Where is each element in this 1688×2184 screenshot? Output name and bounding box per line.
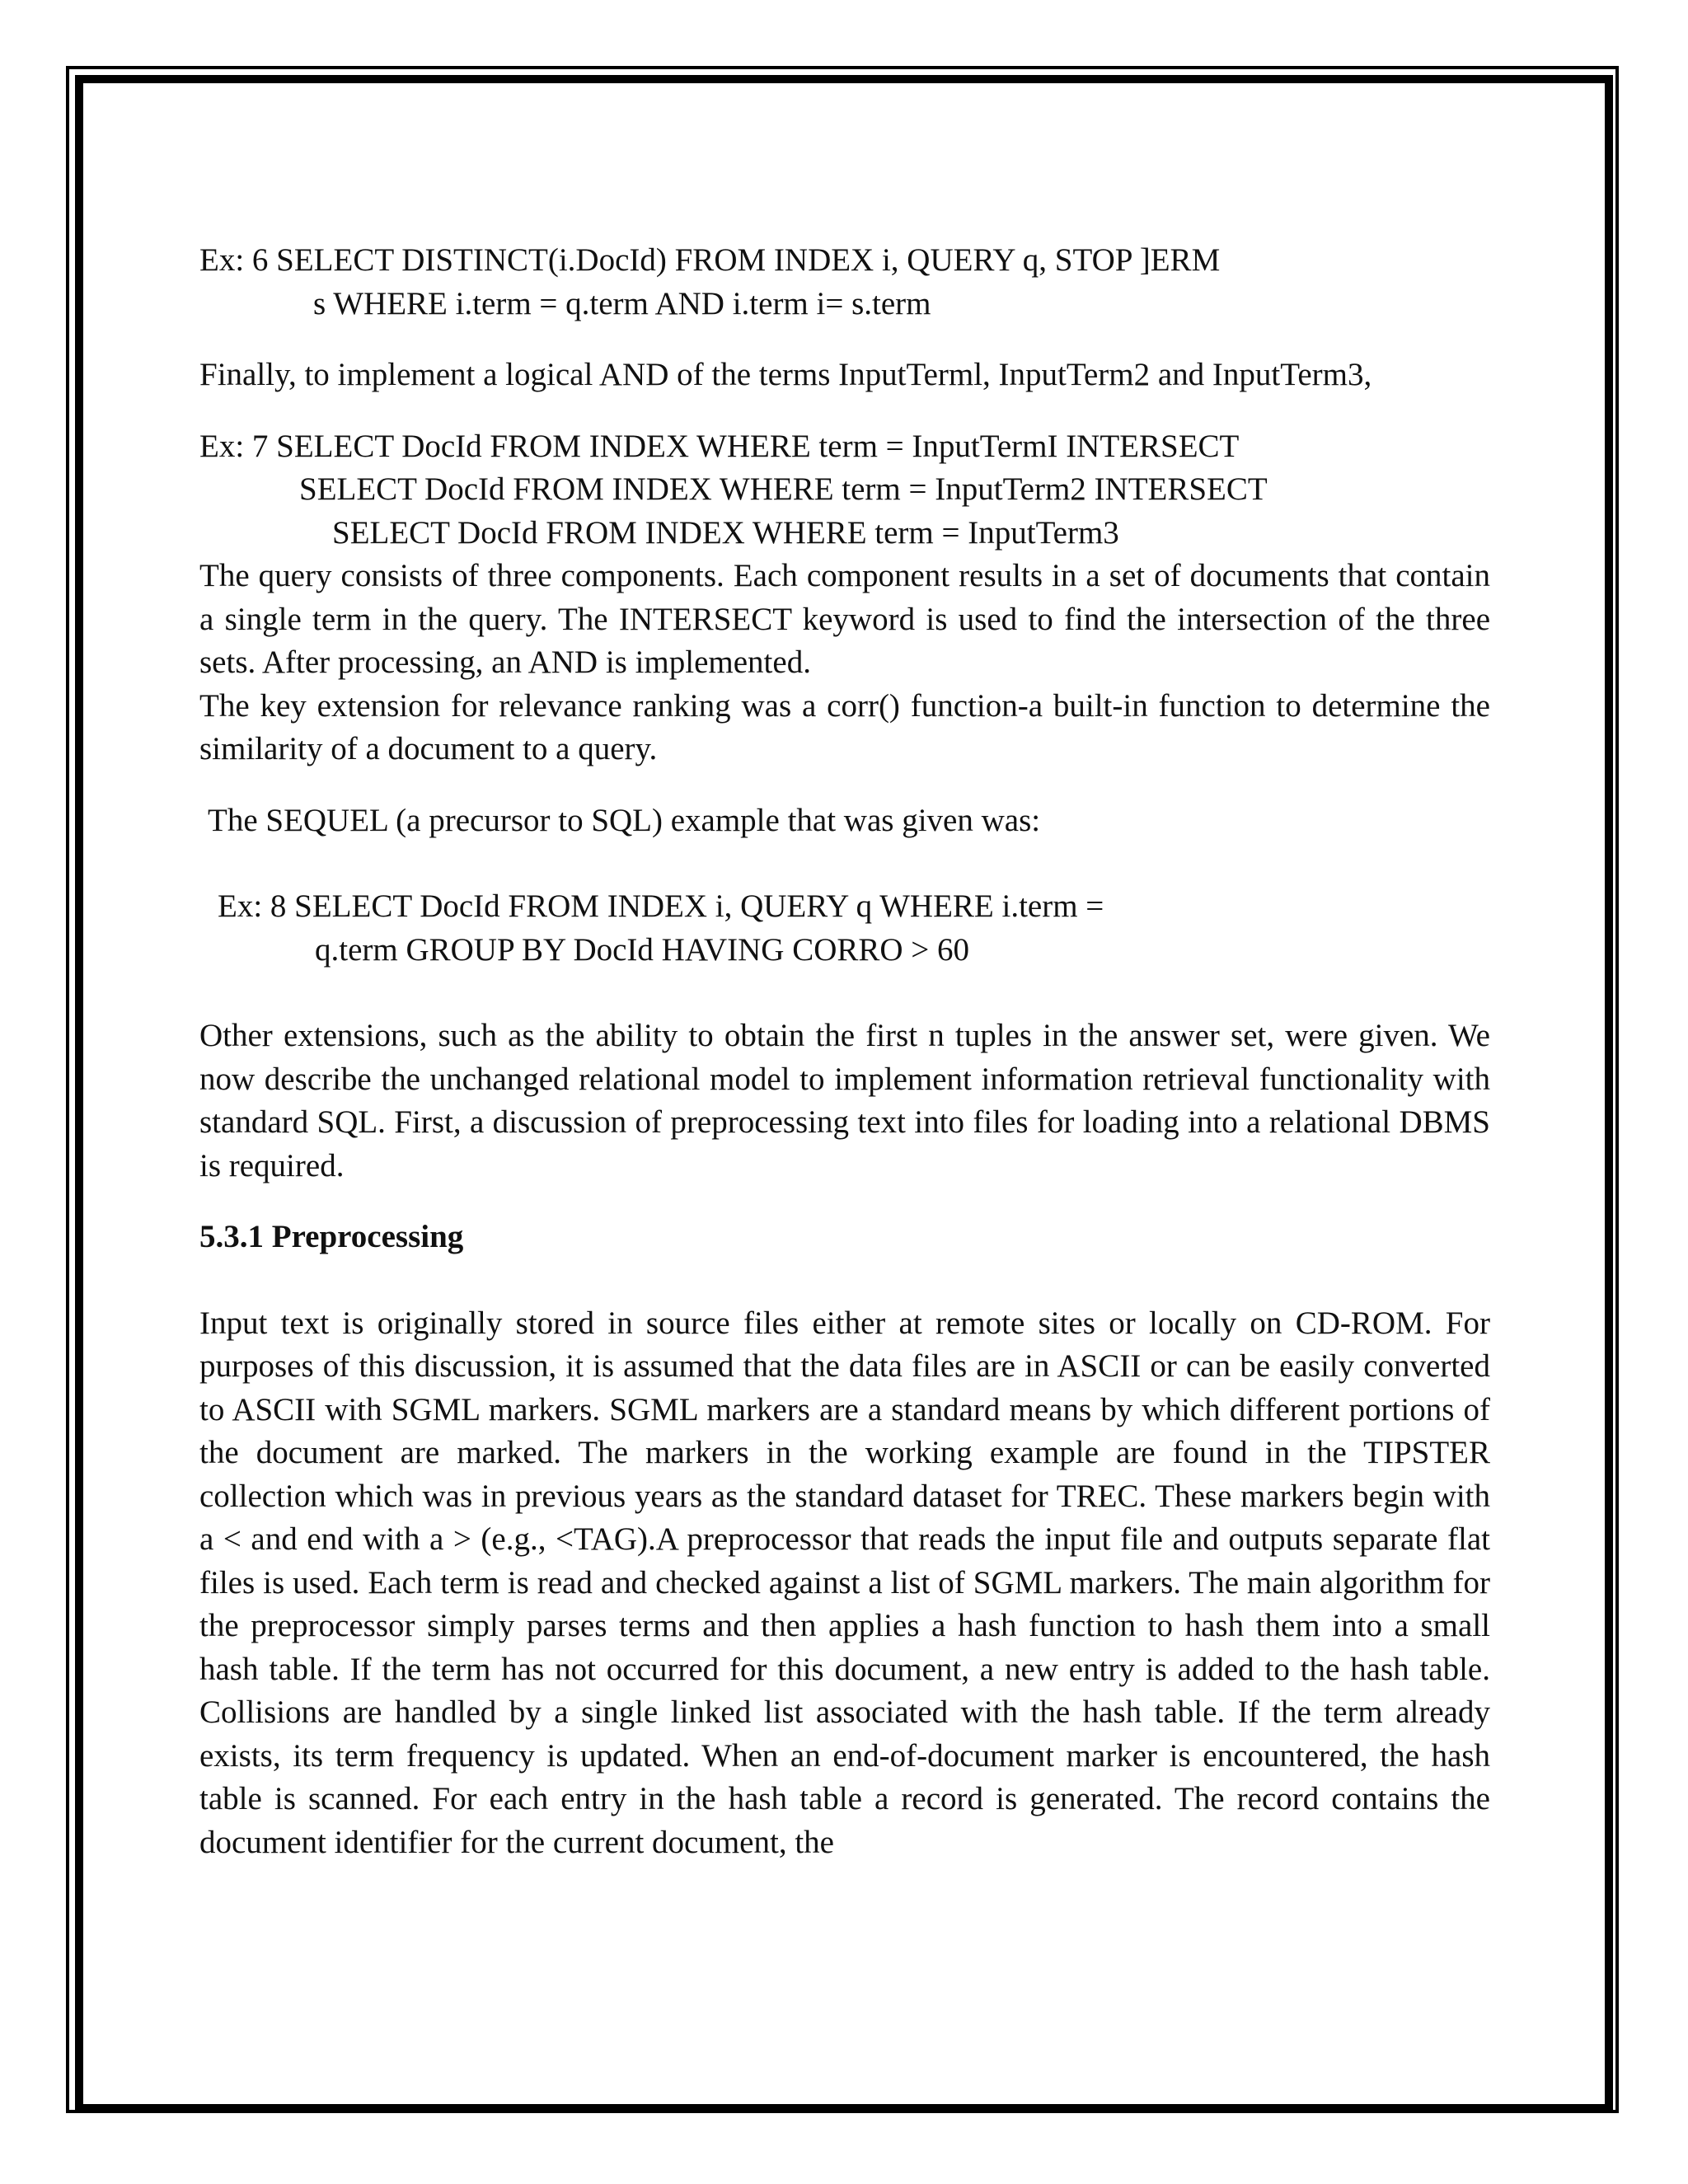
example-7-line-1: Ex: 7 SELECT DocId FROM INDEX WHERE term = InputTermI INTERSECT: [199, 428, 1240, 464]
example-7: [199, 425, 1490, 555]
corr-function-paragraph: The key extension for relevance ranking was a corr() function-a built-in function to determine the similarity of a document to a query.: [199, 687, 1490, 766]
query-components-paragraph: The query consists of three components. Each component results in a set of documents that contain a single term in the query. The INTERSECT keyword is used to find the intersection of the three sets. After processing, an AND is implemented.: [199, 558, 1490, 680]
example-8: [199, 885, 1490, 972]
example-8-line-2: q.term GROUP BY DocId HAVING CORRO > 60: [315, 931, 970, 968]
example-7-line-3: SELECT DocId FROM INDEX WHERE term = InputTerm3: [332, 514, 1119, 551]
example-7-line-2: SELECT DocId FROM INDEX WHERE term = InputTerm2 INTERSECT: [299, 471, 1268, 507]
logical-and-intro: Finally, to implement a logical AND of the terms InputTerml, InputTerm2 and InputTerm3,: [199, 357, 1372, 392]
example-6-line-2: s WHERE i.term = q.term AND i.term i= s.term: [313, 285, 931, 321]
other-extensions-paragraph: Other extensions, such as the ability to obtain the first n tuples in the answer set, were given. We now describe the unchanged relational model to implement information retrieval functionality with standard SQL. First, a discussion of preprocessing text into files for loading into a relational DBMS is required.: [199, 1018, 1490, 1183]
example-6: [199, 239, 1490, 326]
section-heading: 5.3.1 Preprocessing: [199, 1219, 464, 1254]
example-6-line-1: Ex: 6 SELECT DISTINCT(i.DocId) FROM INDEX i, QUERY q, STOP ]ERM: [199, 242, 1221, 278]
preprocessing-paragraph: Input text is originally stored in source files either at remote sites or locally on CD-ROM. For purposes of this discussion, it is assumed that the data files are in ASCII or can be easily converted to ASCII with SGML markers. SGML markers are a standard means by which different portions of the document are marked. The markers in the working example are found in the TIPSTER collection which was in previous years as the standard dataset for TREC. These markers begin with a < and end with a > (e.g., <TAG).A preprocessor that reads the input file and outputs separate flat files is used. Each term is read and checked against a list of SGML markers. The main algorithm for the preprocessor simply parses terms and then applies a hash function to hash them into a small hash table. If the term has not occurred for this document, a new entry is added to the hash table. Collisions are handled by a single linked list associated with the hash table. If the term already exists, its term frequency is updated. When an end-of-document marker is encountered, the hash table is scanned. For each entry in the hash table a record is generated. The record contains the document identifier for the current document, the: [199, 1305, 1490, 1860]
sequel-intro: The SEQUEL (a precursor to SQL) example that was given was:: [208, 802, 1041, 838]
example-8-line-1: Ex: 8 SELECT DocId FROM INDEX i, QUERY q WHERE i.term =: [218, 888, 1104, 924]
page-content: [199, 239, 1490, 1864]
